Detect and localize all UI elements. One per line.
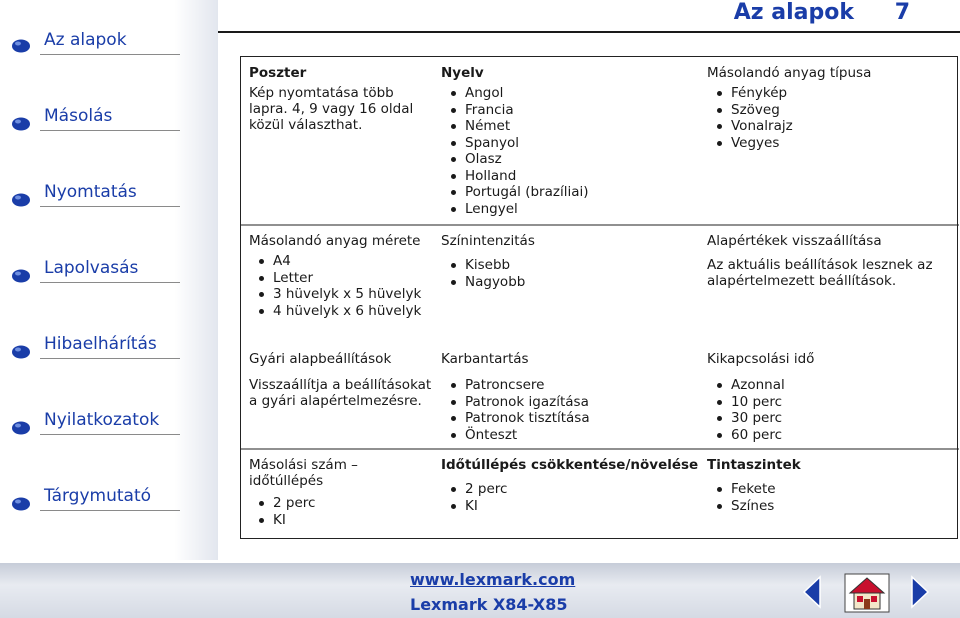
footer-website-link[interactable]: www.lexmark.com — [410, 570, 576, 589]
cell-alapertekek-visszaallitasa — [699, 225, 959, 289]
header-divider — [212, 31, 960, 33]
cell-masolasi-szam-idotullepes — [241, 449, 433, 528]
sidebar-item-label: Nyilatkozatok — [44, 410, 160, 430]
cell-title: Poszter — [249, 65, 307, 81]
sidebar-item-nyomtatas[interactable] — [0, 176, 190, 236]
home-icon[interactable] — [844, 573, 890, 613]
list-item: Francia — [441, 102, 699, 119]
sidebar-divider — [40, 358, 180, 359]
footer-model-name: Lexmark X84-X85 — [410, 595, 568, 614]
cell-idotullepes-csokkentese — [433, 449, 699, 514]
blue-oval-bullet-icon — [11, 344, 31, 360]
option-list — [707, 377, 959, 443]
list-item: 4 hüvelyk x 6 hüvelyk — [249, 303, 433, 320]
option-list — [441, 377, 699, 443]
cell-title: Kikapcsolási idő — [707, 351, 815, 367]
cell-masolando-anyag-tipusa — [699, 57, 959, 151]
blue-oval-bullet-icon — [11, 192, 31, 208]
list-item: Holland — [441, 168, 699, 185]
cell-title: Időtúllépés csökkentése/növelése — [441, 457, 699, 473]
list-item: 2 perc — [441, 481, 699, 498]
list-item: Spanyol — [441, 135, 699, 152]
list-item: Színes — [707, 498, 959, 515]
option-list — [249, 253, 433, 319]
sidebar-nav — [0, 0, 218, 560]
list-item: 60 perc — [707, 427, 959, 444]
page-number: 7 — [894, 0, 910, 25]
cell-text: Az aktuális beállítások lesznek az alapértelmezett beállítások. — [707, 257, 933, 289]
list-item: Azonnal — [707, 377, 959, 394]
sidebar-item-az-alapok[interactable] — [0, 24, 190, 84]
list-item: Portugál (brazíliai) — [441, 184, 699, 201]
blue-oval-bullet-icon — [11, 116, 31, 132]
option-list — [707, 85, 959, 151]
settings-table — [240, 56, 958, 539]
list-item: Lengyel — [441, 201, 699, 218]
sidebar-divider — [40, 54, 180, 55]
list-item: Fénykép — [707, 85, 959, 102]
list-item: Szöveg — [707, 102, 959, 119]
cell-gyari-alapbeallitasok — [241, 343, 433, 409]
sidebar-item-label: Másolás — [44, 106, 113, 126]
cell-title: Karbantartás — [441, 351, 529, 367]
cell-title: Másolandó anyag típusa — [707, 65, 872, 81]
right-arrow-icon[interactable] — [908, 575, 932, 609]
cell-title: Gyári alapbeállítások — [249, 351, 392, 367]
cell-title: Másolandó anyag mérete — [249, 233, 421, 249]
option-list — [249, 495, 413, 528]
cell-karbantartas — [433, 343, 699, 443]
blue-oval-bullet-icon — [11, 38, 31, 54]
blue-oval-bullet-icon — [11, 268, 31, 284]
list-item: A4 — [249, 253, 433, 270]
sidebar-item-label: Az alapok — [44, 30, 127, 50]
sidebar-item-nyilatkozatok[interactable] — [0, 404, 190, 464]
list-item: KI — [249, 512, 413, 529]
cell-kikapcsolasi-ido — [699, 343, 959, 443]
option-list — [441, 481, 699, 514]
cell-nyelv — [433, 57, 699, 217]
sidebar-divider — [40, 282, 180, 283]
cell-text: Visszaállítja a beállításokat a gyári alapértelmezésre. — [249, 377, 432, 409]
page-title: Az alapok — [733, 0, 854, 25]
list-item: Nagyobb — [441, 274, 699, 291]
list-item: Patronok igazítása — [441, 394, 699, 411]
sidebar-item-lapolvasas[interactable] — [0, 252, 190, 312]
list-item: Önteszt — [441, 427, 699, 444]
cell-szinintenzitas — [433, 225, 699, 290]
sidebar-divider — [40, 206, 180, 207]
option-list — [707, 481, 959, 514]
cell-poszter — [241, 57, 433, 133]
list-item: Német — [441, 118, 699, 135]
list-item: Vonalrajz — [707, 118, 959, 135]
option-list — [441, 85, 699, 217]
list-item: Patroncsere — [441, 377, 699, 394]
list-item: 3 hüvelyk x 5 hüvelyk — [249, 286, 433, 303]
cell-title: Nyelv — [441, 65, 484, 81]
option-list — [441, 257, 699, 290]
cell-title: Színintenzitás — [441, 233, 535, 249]
list-item: Vegyes — [707, 135, 959, 152]
cell-tintaszintek — [699, 449, 959, 514]
cell-masolando-anyag-merete — [241, 225, 433, 319]
list-item: Olasz — [441, 151, 699, 168]
cell-text: Kép nyomtatása több lapra. 4, 9 vagy 16 oldal közül választhat. — [249, 85, 414, 133]
sidebar-divider — [40, 510, 180, 511]
cell-title: Alapértékek visszaállítása — [707, 233, 882, 249]
list-item: 10 perc — [707, 394, 959, 411]
cell-title: Tintaszintek — [707, 457, 801, 473]
sidebar-divider — [40, 130, 180, 131]
list-item: 30 perc — [707, 410, 959, 427]
sidebar-divider — [40, 434, 180, 435]
list-item: Fekete — [707, 481, 959, 498]
list-item: Letter — [249, 270, 433, 287]
sidebar-item-label: Tárgymutató — [44, 486, 152, 506]
sidebar-item-label: Lapolvasás — [44, 258, 139, 278]
list-item: Kisebb — [441, 257, 699, 274]
list-item: Patronok tisztítása — [441, 410, 699, 427]
blue-oval-bullet-icon — [11, 420, 31, 436]
blue-oval-bullet-icon — [11, 496, 31, 512]
sidebar-item-hibaelharitas[interactable] — [0, 328, 190, 388]
list-item: Angol — [441, 85, 699, 102]
list-item: 2 perc — [249, 495, 413, 512]
sidebar-item-masolas[interactable] — [0, 100, 190, 160]
sidebar-item-label: Nyomtatás — [44, 182, 137, 202]
left-arrow-icon[interactable] — [800, 575, 824, 609]
list-item: KI — [441, 498, 699, 515]
sidebar-item-label: Hibaelhárítás — [44, 334, 157, 354]
cell-title: Másolási szám – időtúllépés — [249, 457, 358, 489]
sidebar-item-targymutato[interactable] — [0, 480, 190, 540]
